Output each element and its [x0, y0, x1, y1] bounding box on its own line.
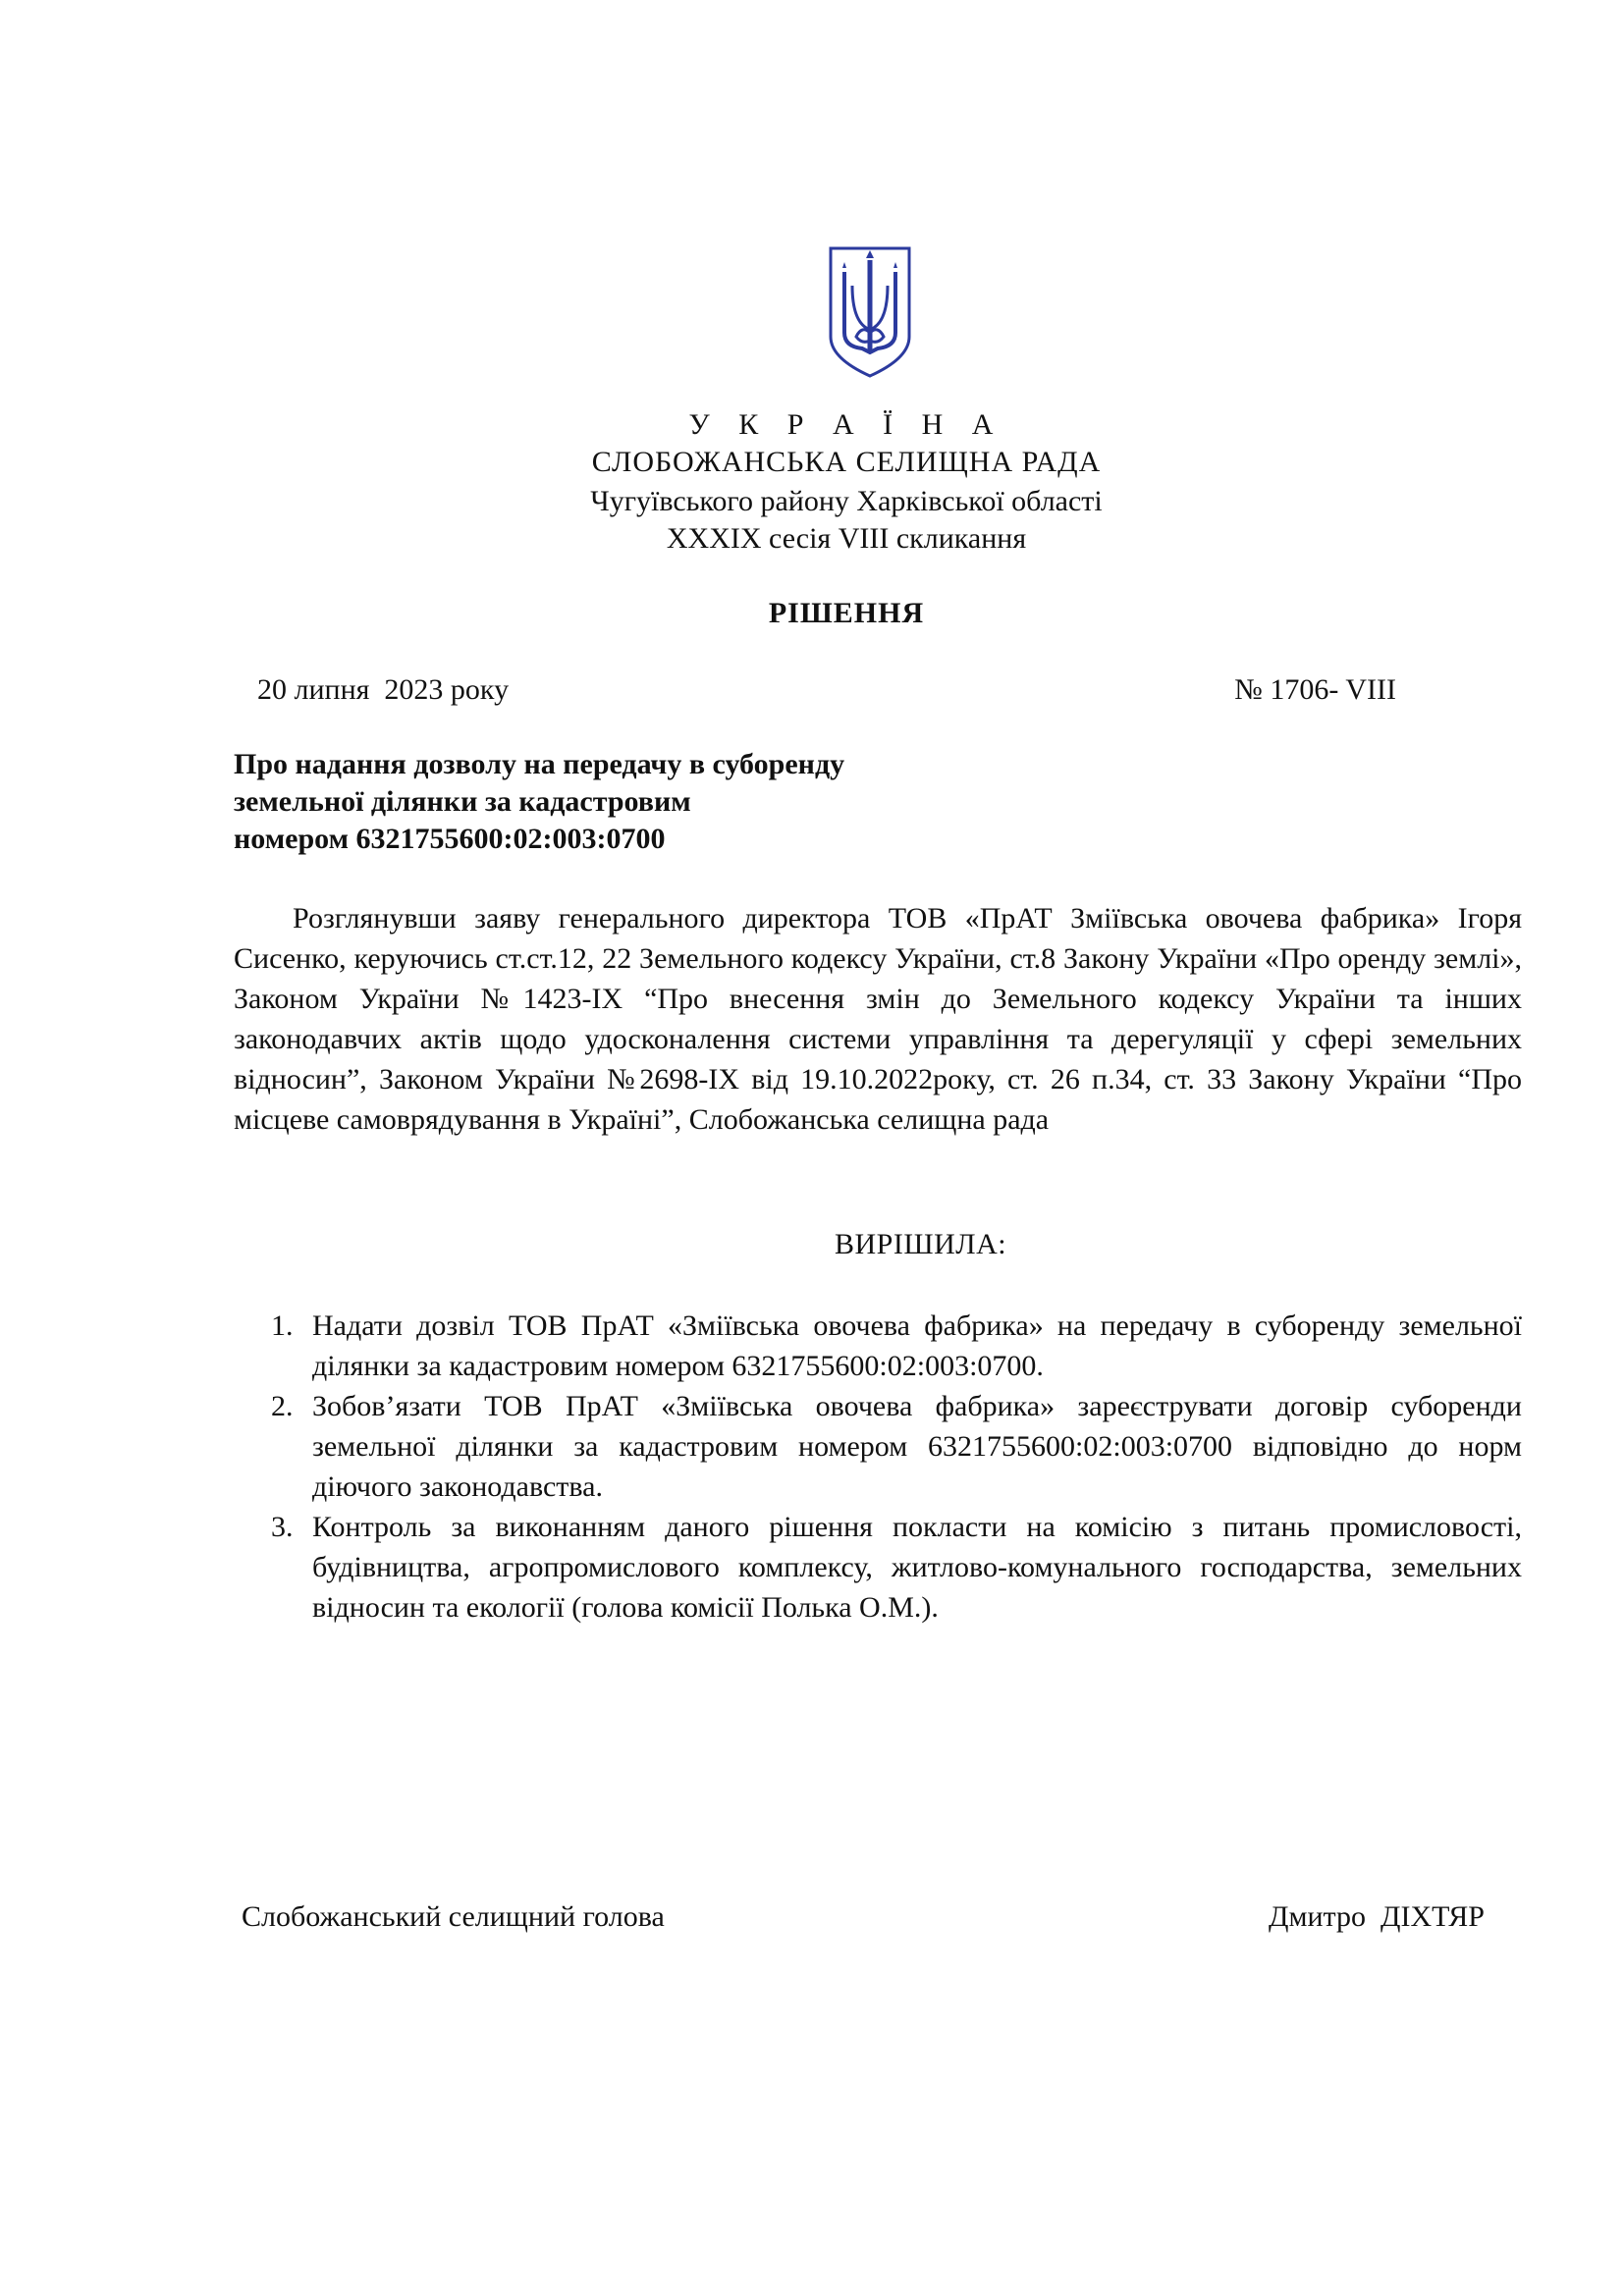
- session-line: XXXIX сесія VIII скликання: [666, 522, 1027, 555]
- resolution-list: [265, 1306, 1522, 1628]
- signatory-name: Дмитро ДІХТЯР: [1269, 1900, 1485, 1933]
- decided-heading: ВИРІШИЛА:: [835, 1228, 1007, 1260]
- decision-number: № 1706- VIII: [1234, 673, 1396, 706]
- list-item: [265, 1306, 1522, 1386]
- decision-date: 20 липня 2023 року: [257, 673, 510, 706]
- subject-line: земельної ділянки за кадастровим: [234, 785, 691, 818]
- signatory-position: Слобожанський селищний голова: [242, 1900, 665, 1933]
- item-text: Зобов’язати ТОВ ПрАТ «Зміївська овочева фабрика» зареєструвати договір суборенди земельної ділянки за кадастровим номером 6321755600:02:003:0700 відповідно до норм діючого законодавства.: [312, 1390, 1522, 1503]
- list-item: [265, 1386, 1522, 1507]
- document-type-title: РІШЕННЯ: [768, 597, 925, 629]
- district-line: Чугуївського району Харківської області: [590, 485, 1103, 517]
- preamble-paragraph: Розглянувши заяву генерального директора ТОВ «ПрАТ Зміївська овочева фабрика» Ігоря Сисенко, керуючись ст.ст.12, 22 Земельного кодексу України, ст.8 Закону України «Про оренду землі», Законом України №1423-IX “Про внесення змін до Земельного кодексу України та інших законодавчих актів щодо удосконалення системи управління та дерегуляції у сфері земельних відносин”, Законом України №2698-IX від 19.10.2022року, ст. 26 п.34, ст. 33 Закону України “Про місцеве самоврядування в Україні”, Слобожанська селищна рада: [234, 902, 1522, 1136]
- decision-subject: [234, 746, 844, 858]
- item-text: Надати дозвіл ТОВ ПрАТ «Зміївська овочева фабрика» на передачу в суборенду земельної ділянки за кадастровим номером 6321755600:02:003:0700.: [312, 1309, 1522, 1382]
- list-item: [265, 1507, 1522, 1628]
- item-text: Контроль за виконанням даного рішення покласти на комісію з питань промисловості, будівництва, агропромислового комплексу, житлово-комунального господарства, земельних відносин та екології (голова комісії Полька О.М.).: [312, 1511, 1522, 1624]
- item-number: 3.: [271, 1511, 294, 1543]
- item-number: 1.: [271, 1309, 294, 1342]
- coat-of-arms-icon: [823, 242, 917, 382]
- subject-line: номером 6321755600:02:003:0700: [234, 823, 666, 855]
- council-heading: СЛОБОЖАНСЬКА СЕЛИЩНА РАДА: [591, 446, 1102, 478]
- item-number: 2.: [271, 1390, 294, 1422]
- subject-line: Про надання дозволу на передачу в суборенду: [234, 748, 845, 780]
- country-heading: У К Р А Ї Н А: [688, 408, 1004, 441]
